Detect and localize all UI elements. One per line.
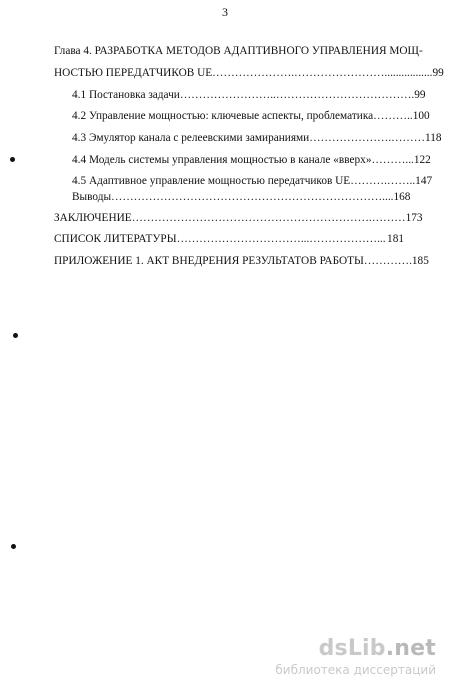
toc-entry-page: 185: [411, 255, 429, 267]
toc-entry-leader: ……….……..: [350, 175, 416, 187]
toc-entry-leader: ………………………………………………………………....: [111, 191, 394, 203]
toc-entry-title: 4.1 Постановка задачи: [72, 89, 180, 101]
toc-entry-leader: ………...: [371, 154, 414, 166]
toc-entry-title: 4.3 Эмулятор канала с релеевскими замираниями: [72, 132, 310, 144]
toc-entry[interactable]: [54, 232, 404, 246]
toc-entry-title: ЗАКЛЮЧЕНИЕ: [54, 212, 132, 224]
binding-hole-mark: [13, 333, 18, 338]
toc-entry[interactable]: [72, 131, 442, 145]
toc-entry-page: 173: [405, 212, 423, 224]
toc-entry-title: 4.5 Адаптивное управление мощностью передатчиков UE: [72, 175, 351, 187]
toc-entry-page: 147: [415, 175, 433, 187]
toc-entry[interactable]: [72, 109, 430, 123]
toc-chapter4-heading: Глава 4. РАЗРАБОТКА МЕТОДОВ АДАПТИВНОГО УПРАВЛЕНИЯ МОЩ-: [54, 45, 423, 57]
watermark: [246, 636, 436, 680]
toc-entry[interactable]: [72, 190, 411, 204]
toc-entry-page: 118: [425, 132, 442, 144]
page-number: 3: [222, 5, 228, 19]
toc-entry-title: НОСТЬЮ ПЕРЕДАТЧИКОВ UE: [54, 67, 213, 79]
toc-entry[interactable]: [54, 211, 423, 225]
toc-entry-page: 100: [412, 110, 430, 122]
toc-entry-title: 4.4 Модель системы управления мощностью в канале «вверх»: [72, 154, 372, 166]
toc-entry-title: СПИСОК ЛИТЕРАТУРЫ: [54, 233, 177, 245]
toc-entry-leader: ……………………………...………………...: [176, 233, 386, 245]
toc-entry[interactable]: [54, 66, 444, 80]
toc-entry-leader: ……………………..……………………………….: [179, 89, 415, 101]
toc-entry-leader: ………………….…………………….................: [212, 67, 433, 79]
watermark-subtitle: библиотека диссертаций: [275, 663, 436, 677]
watermark-logo-tld: .net: [385, 636, 436, 661]
toc-entry-leader: ………….: [363, 255, 412, 267]
toc-entry-leader: ……………………………………………………….………: [131, 212, 406, 224]
toc-entry-page: 122: [413, 154, 431, 166]
toc-entry[interactable]: [72, 174, 433, 188]
toc-entry-title: ПРИЛОЖЕНИЕ 1. АКТ ВНЕДРЕНИЯ РЕЗУЛЬТАТОВ РАБОТЫ: [54, 255, 364, 267]
toc-entry-leader: ………..: [373, 110, 413, 122]
binding-hole-mark: [10, 157, 15, 162]
toc-entry-title: 4.2 Управление мощностью: ключевые аспекты, проблематика: [72, 110, 374, 122]
watermark-logo: [319, 636, 436, 661]
toc-entry[interactable]: [72, 153, 431, 167]
toc-entry[interactable]: [72, 88, 426, 102]
binding-hole-mark: [11, 544, 16, 549]
toc-entry-page: 181: [387, 233, 404, 245]
toc-entry-leader: ………………….………: [309, 132, 426, 144]
toc-entry-page: 99: [432, 67, 444, 79]
toc-entry-page: 168: [393, 191, 411, 203]
toc-entry-page: 99: [414, 89, 426, 101]
toc-entry[interactable]: [54, 254, 429, 268]
toc-entry-title: Выводы: [72, 191, 112, 203]
watermark-logo-main: dsLib: [318, 636, 386, 661]
